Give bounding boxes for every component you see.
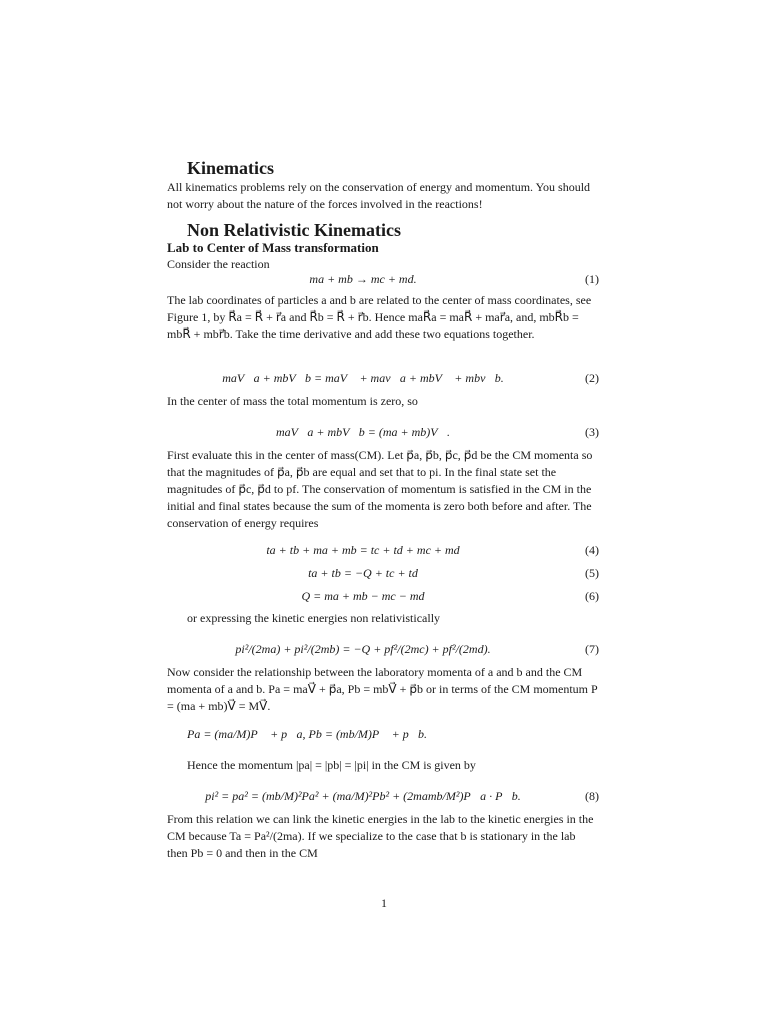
equation-8-body: pi² = pa² = (mb/M)²Pa² + (ma/M)²Pb² + (2mamb/M²)P⃗a · P⃗b. bbox=[205, 789, 521, 803]
paragraph-intro: All kinematics problems rely on the conservation of energy and momentum. You should not worry about the nature of the forces involved in the reactions! bbox=[167, 180, 591, 211]
equation-1-body: ma + mb → mc + md. bbox=[309, 272, 417, 286]
equation-6 bbox=[167, 587, 599, 605]
equation-2-body: maV⃗a + mbV⃗b = maV⃗ + mav⃗a + mbV⃗ + mbv⃗b. bbox=[222, 371, 504, 385]
paragraph-consider: Consider the reaction bbox=[167, 257, 270, 271]
paragraph-lab-coordinates: The lab coordinates of particles a and b are related to the center of mass coordinates, see Figure 1, by R⃗a = R⃗ + r⃗a and R⃗b = R⃗ + r⃗b. Hence maR⃗a = maR⃗ + mar⃗a, and, mbR⃗b = mbR⃗ + mbr⃗b. Take the time derivative and add these two equations together. bbox=[167, 293, 592, 341]
paragraph-cm-momentum: In the center of mass the total momentum is zero, so bbox=[167, 394, 418, 408]
paragraph-first-evaluate: First evaluate this in the center of mass(CM). Let p⃗a, p⃗b, p⃗c, p⃗d be the CM momenta so that the magnitudes of p⃗a, p⃗b are equal and set that to pi. In the final state set the magnitudes of p⃗c, p⃗d to pf. The conservation of momentum is satisfied in the CM in the initial and final states because the sum of the momenta is zero both before and after. The conservation of energy requires bbox=[167, 448, 593, 530]
paragraph-from-relation: From this relation we can link the kinetic energies in the lab to the kinetic energies in the CM because Ta = Pa²/(2ma). If we specialize to the case that b is stationary in the lab then Pb = 0 and then in the CM bbox=[167, 812, 594, 860]
section-title-kinematics: Kinematics bbox=[187, 158, 274, 178]
equation-pa-pb-body: Pa = (ma/M)P⃗ + p⃗a, Pb = (mb/M)P⃗ + p⃗b. bbox=[187, 727, 428, 741]
equation-2-number: (2) bbox=[585, 371, 599, 385]
equation-8-number: (8) bbox=[585, 789, 599, 803]
equation-5-body: ta + tb = −Q + tc + td bbox=[308, 566, 418, 580]
equation-4-number: (4) bbox=[585, 543, 599, 557]
equation-4 bbox=[167, 541, 599, 559]
equation-6-number: (6) bbox=[585, 589, 599, 603]
equation-5-number: (5) bbox=[585, 566, 599, 580]
equation-2 bbox=[167, 369, 599, 387]
equation-6-body: Q = ma + mb − mc − md bbox=[301, 589, 425, 603]
equation-3-body: maV⃗a + mbV⃗b = (ma + mb)V⃗. bbox=[276, 425, 450, 439]
section-title-non-relativistic: Non Relativistic Kinematics bbox=[187, 220, 401, 240]
equation-1-number: (1) bbox=[585, 272, 599, 286]
paragraph-now-consider: Now consider the relationship between the laboratory momenta of a and b and the CM momenta of a and b. Pa = maV⃗ + p⃗a, Pb = mbV⃗ + p⃗b or in terms of the CM momentum P = (ma + mb)V⃗ = MV⃗. bbox=[167, 665, 598, 713]
equation-7-body: pi²/(2ma) + pi²/(2mb) = −Q + pf²/(2mc) + pf²/(2md). bbox=[235, 642, 491, 656]
equation-1 bbox=[167, 270, 599, 288]
equation-8 bbox=[167, 787, 599, 805]
equation-pa-pb bbox=[167, 725, 599, 743]
paragraph-or-expressing: or expressing the kinetic energies non relativistically bbox=[187, 611, 441, 625]
equation-7-number: (7) bbox=[585, 642, 599, 656]
paragraph-hence: Hence the momentum |pa| = |pb| = |pi| in the CM is given by bbox=[187, 758, 476, 772]
equation-4-body: ta + tb + ma + mb = tc + td + mc + md bbox=[266, 543, 460, 557]
equation-3 bbox=[167, 423, 599, 441]
equation-5 bbox=[167, 564, 599, 582]
page-number: 1 bbox=[381, 896, 387, 910]
equation-7 bbox=[167, 640, 599, 658]
subsection-title: Lab to Center of Mass transformation bbox=[167, 240, 379, 255]
equation-3-number: (3) bbox=[585, 425, 599, 439]
